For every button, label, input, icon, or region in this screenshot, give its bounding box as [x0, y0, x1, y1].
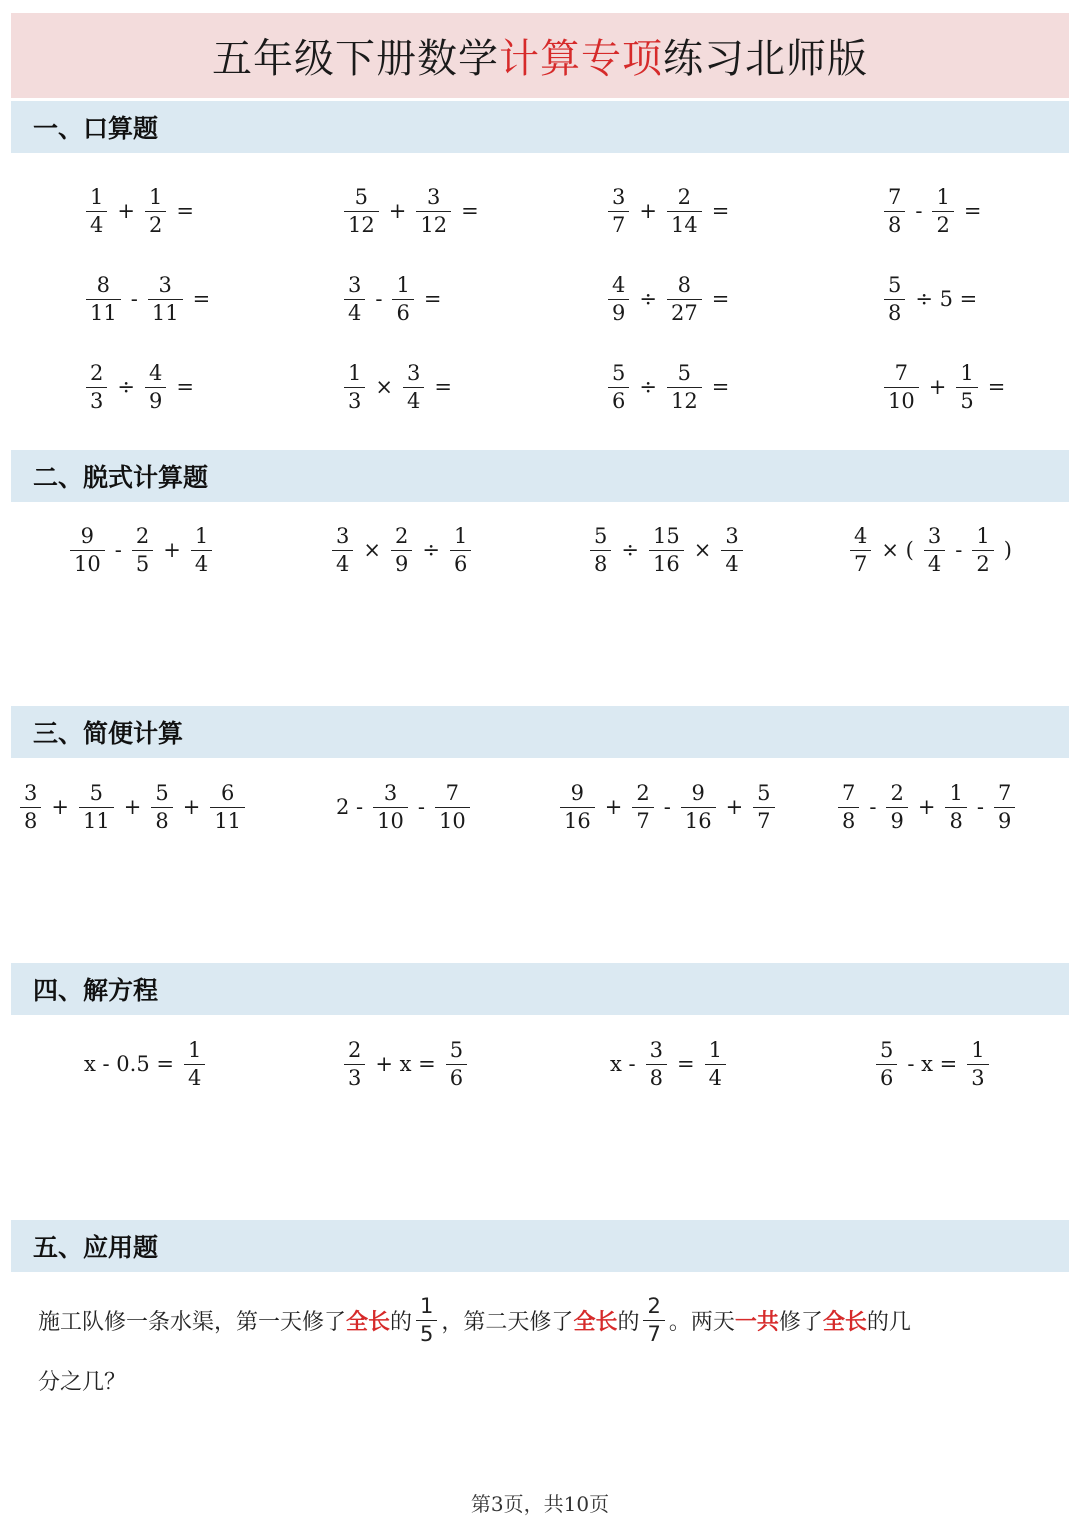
numerator: 2: [890, 780, 904, 805]
fraction: [346, 360, 363, 413]
operator: +: [182, 795, 201, 819]
numerator: 1: [976, 523, 990, 548]
denominator: 5: [956, 387, 977, 412]
numerator: 3: [336, 523, 350, 548]
numerator: 5: [888, 272, 902, 297]
denominator: 4: [184, 1064, 205, 1089]
numerator: 1: [960, 360, 974, 385]
fraction: [683, 780, 714, 833]
denominator: 4: [86, 211, 107, 236]
denominator: 3: [86, 387, 107, 412]
denominator: 4: [191, 550, 212, 575]
math-expression: [846, 515, 1018, 585]
problem-row: [0, 264, 1080, 334]
numerator: 3: [348, 272, 362, 297]
operator: +: [928, 375, 947, 399]
wp-text: 施工队修一条水渠，第一天修了: [38, 1309, 347, 1335]
denominator: 12: [416, 211, 451, 236]
denominator: 4: [721, 550, 742, 575]
math-expression: [340, 352, 458, 422]
operator: =: [434, 375, 452, 399]
denominator: 7: [632, 807, 653, 832]
operator: -: [869, 795, 877, 819]
fraction: [81, 780, 112, 833]
denominator: 16: [560, 807, 595, 832]
title-part-1: 五年级下册数学: [212, 36, 499, 82]
fraction: [634, 780, 651, 833]
operator: ÷: [422, 538, 440, 562]
numerator: 5: [612, 360, 626, 385]
numerator: 5: [354, 184, 369, 209]
denominator: 2: [972, 550, 993, 575]
problem-row: [0, 772, 1080, 842]
numerator: 2: [394, 523, 409, 548]
fraction: [375, 780, 406, 833]
math-expression: [556, 772, 779, 842]
numerator: 2: [636, 780, 650, 805]
math-expression: [834, 772, 1019, 842]
math-expression: [880, 176, 987, 246]
operator: -: [663, 795, 671, 819]
fraction: [669, 184, 700, 237]
numerator: 1: [187, 1037, 202, 1062]
math-expression: [604, 352, 735, 422]
fraction: [610, 272, 627, 325]
denominator: 8: [151, 807, 172, 832]
fraction: [645, 1293, 662, 1346]
operator: =: [711, 287, 730, 311]
fraction: [394, 272, 411, 325]
numerator: 3: [383, 780, 398, 805]
numerator: 1: [949, 780, 963, 805]
operator: +: [604, 795, 623, 819]
numerator: 5: [677, 360, 692, 385]
math-expression: [340, 264, 447, 334]
fraction: [346, 1037, 363, 1090]
denominator: 8: [884, 211, 905, 236]
denominator: 14: [667, 211, 702, 236]
operator: ÷: [639, 287, 657, 311]
numerator: 5: [89, 780, 104, 805]
numerator: 3: [427, 184, 441, 209]
math-expression: [880, 264, 983, 334]
math-expression: [880, 352, 1011, 422]
problem-row: [0, 1029, 1080, 1099]
numerator: 3: [406, 360, 421, 385]
operator: +: [388, 199, 407, 223]
denominator: 12: [667, 387, 702, 412]
denominator: 8: [945, 807, 966, 832]
operator: ×: [693, 538, 712, 562]
denominator: 4: [344, 299, 365, 324]
numerator: 8: [677, 272, 692, 297]
numerator: 9: [570, 780, 585, 805]
numerator: 4: [612, 272, 626, 297]
numerator: 1: [396, 272, 410, 297]
operator: +: [639, 199, 657, 223]
fraction: [926, 523, 943, 576]
math-expression: [16, 772, 249, 842]
math-expression: [340, 176, 485, 246]
operator: =: [711, 375, 730, 399]
math-expression: [604, 176, 735, 246]
denominator: 10: [70, 550, 105, 575]
operator: ×: [363, 538, 381, 562]
fraction: [888, 780, 905, 833]
operator: +: [123, 795, 142, 819]
operator: -: [375, 287, 383, 311]
numerator: 1: [420, 1293, 434, 1318]
fraction: [193, 523, 210, 576]
denominator: 11: [148, 299, 183, 324]
denominator: 12: [344, 211, 379, 236]
numerator: 7: [888, 184, 902, 209]
wp-text: 的几: [866, 1309, 911, 1335]
fraction: [562, 780, 593, 833]
operator: +: [725, 795, 744, 819]
denominator: 10: [373, 807, 408, 832]
denominator: 3: [344, 1064, 365, 1089]
fraction: [610, 184, 627, 237]
denominator: 3: [344, 387, 365, 412]
math-expression: [82, 176, 200, 246]
denominator: 4: [924, 550, 945, 575]
operator: x - 0.5 =: [84, 1052, 174, 1076]
operator: 2 -: [336, 795, 364, 819]
numerator: 2: [677, 184, 692, 209]
denominator: 6: [608, 387, 629, 412]
denominator: 11: [86, 299, 121, 324]
numerator: 1: [453, 523, 468, 548]
numerator: 1: [148, 184, 163, 209]
denominator: 6: [392, 299, 413, 324]
wp-highlight: 一共: [734, 1309, 779, 1335]
numerator: 4: [148, 360, 163, 385]
fraction: [88, 272, 119, 325]
fraction: [886, 360, 917, 413]
fraction: [886, 184, 903, 237]
wp-highlight: 全长: [822, 1309, 867, 1335]
denominator: 6: [876, 1064, 897, 1089]
fraction: [651, 523, 682, 576]
wp-text: 的: [390, 1309, 413, 1335]
fraction: [22, 780, 39, 833]
denominator: 9: [608, 299, 629, 324]
fraction: [723, 523, 740, 576]
numerator: 4: [854, 523, 868, 548]
fraction: [648, 1037, 665, 1090]
numerator: 2: [348, 1037, 362, 1062]
denominator: 5: [132, 550, 153, 575]
fraction: [418, 1293, 435, 1346]
math-expression: [330, 772, 474, 842]
wp-text: 。两天: [668, 1309, 735, 1335]
fraction: [707, 1037, 724, 1090]
fraction: [840, 780, 857, 833]
numerator: 5: [449, 1037, 464, 1062]
denominator: 2: [145, 211, 166, 236]
operator: +: [917, 795, 936, 819]
numerator: 9: [691, 780, 705, 805]
operator: -: [976, 795, 984, 819]
fraction: [947, 780, 964, 833]
operator: =: [423, 287, 442, 311]
numerator: 5: [594, 523, 608, 548]
denominator: 4: [403, 387, 424, 412]
fraction: [592, 523, 609, 576]
denominator: 7: [753, 807, 774, 832]
denominator: 5: [416, 1320, 437, 1345]
section-header-oral: 一、口算题: [11, 101, 1069, 153]
numerator: 7: [445, 780, 460, 805]
wp-text: 修了: [778, 1309, 823, 1335]
denominator: 9: [145, 387, 166, 412]
math-expression: [586, 515, 747, 585]
problem-row: [0, 352, 1080, 422]
fraction: [418, 184, 449, 237]
numerator: 3: [725, 523, 739, 548]
wp-text: 的: [617, 1309, 640, 1335]
numerator: 3: [927, 523, 942, 548]
denominator: 7: [850, 550, 871, 575]
numerator: 8: [96, 272, 111, 297]
operator: =: [963, 199, 982, 223]
operator: +: [51, 795, 69, 819]
numerator: 1: [708, 1037, 722, 1062]
fraction: [974, 523, 991, 576]
fraction: [334, 523, 351, 576]
numerator: 2: [90, 360, 104, 385]
math-expression: [604, 264, 735, 334]
operator: =: [677, 1052, 695, 1076]
page-title: [11, 13, 1069, 98]
denominator: 6: [450, 550, 471, 575]
math-expression: [66, 515, 216, 585]
operator: ÷ 5 =: [915, 287, 978, 311]
fraction: [886, 272, 903, 325]
numerator: 5: [880, 1037, 894, 1062]
math-expression: [82, 352, 200, 422]
numerator: 1: [194, 523, 209, 548]
operator: -: [130, 287, 138, 311]
numerator: 6: [220, 780, 235, 805]
fraction: [88, 360, 105, 413]
fraction: [393, 523, 410, 576]
operator: + x =: [375, 1052, 436, 1076]
math-expression: [340, 1029, 471, 1099]
denominator: 11: [210, 807, 245, 832]
fraction: [969, 1037, 986, 1090]
fraction: [878, 1037, 895, 1090]
operator: ÷: [621, 538, 639, 562]
problem-row: [0, 176, 1080, 246]
numerator: 15: [652, 523, 680, 548]
fraction: [610, 360, 627, 413]
operator: ÷: [639, 375, 657, 399]
numerator: 3: [24, 780, 38, 805]
fraction: [150, 272, 181, 325]
denominator: 10: [884, 387, 919, 412]
fraction: [996, 780, 1013, 833]
denominator: 7: [608, 211, 629, 236]
operator: =: [987, 375, 1006, 399]
numerator: 3: [649, 1037, 663, 1062]
operator: x -: [610, 1052, 636, 1076]
fraction: [153, 780, 170, 833]
denominator: 11: [79, 807, 114, 832]
denominator: 9: [994, 807, 1015, 832]
numerator: 5: [757, 780, 771, 805]
operator: ÷: [117, 375, 135, 399]
word-problem-line-1: [38, 1290, 1048, 1350]
operator: =: [711, 199, 730, 223]
title-part-3: 练习北师版: [663, 36, 868, 82]
section-header-stepwise: 二、脱式计算题: [11, 450, 1069, 502]
fraction: [72, 523, 103, 576]
fraction: [669, 360, 700, 413]
numerator: 7: [842, 780, 856, 805]
numerator: 1: [90, 184, 104, 209]
fraction: [448, 1037, 465, 1090]
denominator: 8: [646, 1064, 667, 1089]
numerator: 3: [158, 272, 172, 297]
math-expression: [604, 1029, 730, 1099]
numerator: 5: [155, 780, 169, 805]
operator: ×: [375, 375, 393, 399]
denominator: 4: [705, 1064, 726, 1089]
section-header-equations: 四、解方程: [11, 963, 1069, 1015]
math-expression: [328, 515, 475, 585]
denominator: 9: [391, 550, 412, 575]
denominator: 16: [649, 550, 684, 575]
numerator: 1: [348, 360, 362, 385]
operator: -: [955, 538, 963, 562]
denominator: 10: [435, 807, 470, 832]
numerator: 1: [936, 184, 950, 209]
word-problem: [38, 1290, 1048, 1410]
denominator: 2: [932, 211, 953, 236]
page-footer: 第3页，共10页: [470, 1492, 610, 1516]
operator: ): [1003, 538, 1012, 562]
denominator: 8: [884, 299, 905, 324]
wp-highlight: 全长: [346, 1309, 391, 1335]
fraction: [755, 780, 772, 833]
operator: - x =: [907, 1052, 958, 1076]
fraction: [437, 780, 468, 833]
numerator: 2: [647, 1293, 661, 1318]
math-expression: [872, 1029, 993, 1099]
fraction: [88, 184, 105, 237]
fraction: [346, 272, 363, 325]
numerator: 9: [80, 523, 95, 548]
fraction: [452, 523, 469, 576]
fraction: [934, 184, 951, 237]
operator: =: [461, 199, 479, 223]
numerator: 3: [612, 184, 626, 209]
operator: =: [192, 287, 211, 311]
fraction: [852, 523, 869, 576]
denominator: 4: [332, 550, 353, 575]
section-header-word-problem: 五、应用题: [11, 1220, 1069, 1272]
fraction: [134, 523, 151, 576]
problem-row: [0, 515, 1080, 585]
operator: =: [176, 199, 194, 223]
operator: -: [417, 795, 425, 819]
fraction: [669, 272, 700, 325]
operator: -: [114, 538, 122, 562]
fraction: [147, 360, 164, 413]
denominator: 8: [838, 807, 859, 832]
section-header-simplify: 三、简便计算: [11, 706, 1069, 758]
denominator: 7: [643, 1320, 664, 1345]
denominator: 3: [967, 1064, 988, 1089]
operator: =: [176, 375, 194, 399]
wp-text: ，第二天修了: [441, 1309, 574, 1335]
denominator: 16: [681, 807, 716, 832]
denominator: 27: [667, 299, 702, 324]
operator: +: [163, 538, 181, 562]
numerator: 7: [894, 360, 909, 385]
numerator: 1: [971, 1037, 985, 1062]
math-expression: [82, 264, 216, 334]
denominator: 8: [590, 550, 611, 575]
math-expression: [78, 1029, 209, 1099]
fraction: [958, 360, 975, 413]
numerator: 2: [135, 523, 150, 548]
numerator: 7: [997, 780, 1012, 805]
denominator: 9: [886, 807, 907, 832]
operator: -: [915, 199, 923, 223]
wp-highlight: 全长: [573, 1309, 618, 1335]
fraction: [147, 184, 164, 237]
operator: +: [117, 199, 135, 223]
fraction: [346, 184, 377, 237]
title-part-2: 计算专项: [499, 36, 663, 82]
fraction: [212, 780, 243, 833]
denominator: 6: [446, 1064, 467, 1089]
operator: × (: [881, 538, 914, 562]
fraction: [186, 1037, 203, 1090]
word-problem-line-2: 分之几？: [38, 1369, 127, 1395]
fraction: [405, 360, 422, 413]
denominator: 8: [20, 807, 41, 832]
